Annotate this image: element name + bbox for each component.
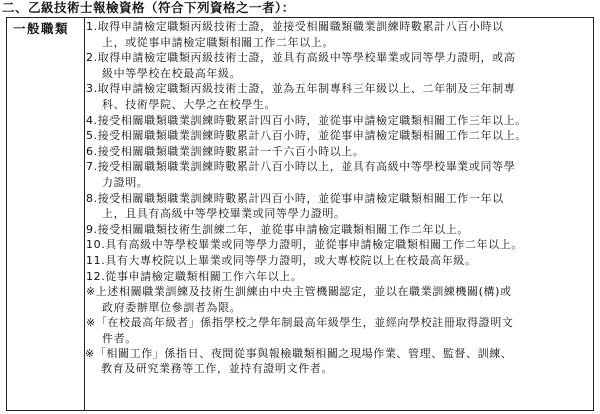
- item-3-line-1: 3.取得申請檢定職類丙級技術士證，並為五年制專科三年級以上、二年制及三年制專: [86, 82, 516, 96]
- section-heading: 二、乙級技術士報檢資格（符合下列資格之一者）：: [2, 0, 295, 15]
- item-7-line-2: 力證明。: [102, 176, 149, 189]
- item-7-line-1: 7.接受相關職類職業訓練時數累計八百小時以上，並具有高級中等學校畢業或同等學: [86, 160, 516, 174]
- item-5: 5.接受相關職類職業訓練時數累計八百小時，並從事申請檢定職類相關工作二年以上。: [86, 129, 527, 143]
- item-1-line-1: 1.取得申請檢定職類丙級技術士證，並接受相關職類職業訓練時數累計八百小時以: [86, 20, 504, 33]
- item-9: 9.接受相關職類技術生訓練二年，並從事申請檢定職類相關工作二年以上。: [86, 222, 469, 236]
- note-1-line-1: ※上述相關職業訓練及技術生訓練由中央主管機關認定，並以在職業訓練機關(構)或: [86, 285, 512, 299]
- item-2-line-1: 2.取得申請檢定職類丙級技術士證，並具有高級中等學校畢業或同等學力證明，或高: [86, 51, 516, 65]
- note-3-line-1: ※「相關工作」係指日、夜間從事與報檢職類相關之現場作業、管理、監督、訓練、: [85, 346, 513, 360]
- note-1-line-2: 政府委辦單位參訓者為限。: [102, 300, 242, 314]
- item-8-line-2: 上，且具有高級中等學校畢業或同等學力證明。: [102, 207, 346, 221]
- item-10: 10.具有高級中等學校畢業或同等學力證明，並從事申請檢定職類相關工作二年以上。: [86, 238, 523, 252]
- item-1-line-2: 上，或從事申請檢定職類相關工作二年以上。: [102, 35, 334, 49]
- item-8-line-1: 8.接受相關職類職業訓練時數累計四百小時，並從事申請檢定職類相關工作一年以: [86, 191, 504, 205]
- item-11: 11.具有大專校院以上畢業或同等學力證明，或大專校院以上在校最高年級。: [86, 254, 477, 267]
- item-12: 12.從事申請檢定職類相關工作六年以上。: [86, 269, 303, 283]
- note-2-line-1: ※「在校最高年級者」係指學校之學年制最高年級學生，並經向學校註冊取得證明文: [86, 316, 514, 330]
- item-4: 4.接受相關職類職業訓練時數累計四百小時，並從事申請檢定職類相關工作三年以上。: [86, 113, 527, 127]
- category-cell: [7, 18, 85, 410]
- item-6: 6.接受相關職類職業訓練時數累計一千六百小時以上。: [86, 144, 365, 158]
- note-3-line-2: 教育及研究業務等工作，並持有證明文件者。: [101, 362, 333, 376]
- item-2-line-2: 級中等學校在校最高年級。: [102, 66, 242, 80]
- category-label: 一般職類: [13, 21, 70, 36]
- item-3-line-2: 科、技術學院、大學之在校學生。: [102, 98, 276, 111]
- note-2-line-2: 件者。: [102, 332, 137, 345]
